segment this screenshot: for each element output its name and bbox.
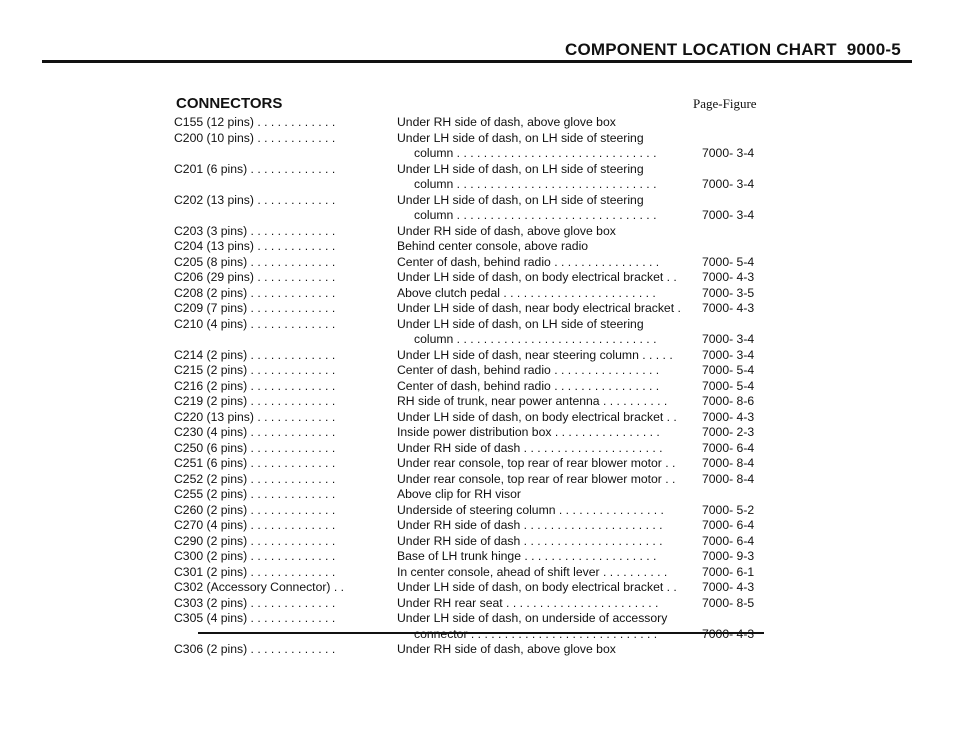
page-figure-ref: 7000- 5-2 — [702, 502, 755, 517]
list-item — [0, 565, 960, 581]
connector-location: Under LH side of dash, near steering column . . . . . — [397, 347, 673, 362]
connector-name: C214 (2 pins) . . . . . . . . . . . . . — [174, 347, 336, 362]
connector-location: Under RH side of dash, above glove box — [397, 223, 616, 238]
connector-name: C215 (2 pins) . . . . . . . . . . . . . — [174, 363, 336, 377]
list-item — [0, 115, 960, 131]
connector-location: Under RH side of dash . . . . . . . . . . . . . . . . . . . . . — [397, 440, 663, 455]
connector-name: C209 (7 pins) . . . . . . . . . . . . . — [174, 301, 336, 315]
connector-name: C202 (13 pins) . . . . . . . . . . . . — [174, 192, 336, 207]
connector-name: C252 (2 pins) . . . . . . . . . . . . . — [174, 471, 336, 486]
connector-location: column . . . . . . . . . . . . . . . . . . . . . . . . . . . . . . — [414, 177, 657, 191]
list-item — [0, 255, 960, 271]
list-item — [0, 534, 960, 550]
list-item — [0, 286, 960, 302]
list-item — [0, 193, 960, 209]
connector-location: RH side of trunk, near power antenna . . . . . . . . . . — [397, 394, 668, 408]
connector-name: C206 (29 pins) . . . . . . . . . . . . — [174, 270, 336, 284]
page-figure-ref: 7000- 4-3 — [702, 626, 755, 641]
list-item — [0, 549, 960, 565]
page-figure-ref: 7000- 6-4 — [702, 518, 755, 532]
page-number: 9000-5 — [846, 40, 901, 59]
connector-location: connector . . . . . . . . . . . . . . . . . . . . . . . . . . . . — [414, 626, 658, 641]
page-figure-ref: 7000- 8-4 — [702, 456, 755, 470]
connector-name: C250 (6 pins) . . . . . . . . . . . . . — [174, 440, 336, 455]
page-figure-ref: 7000- 6-4 — [702, 533, 755, 548]
connector-name: C220 (13 pins) . . . . . . . . . . . . — [174, 409, 336, 424]
page-header — [565, 40, 901, 60]
list-item — [0, 224, 960, 240]
connector-list — [0, 115, 960, 658]
list-item — [0, 580, 960, 596]
page-figure-ref: 7000- 4-3 — [702, 301, 755, 315]
list-item — [0, 642, 960, 658]
list-item — [0, 410, 960, 426]
connector-location: Above clutch pedal . . . . . . . . . . . . . . . . . . . . . . . — [397, 285, 656, 300]
connector-location: column . . . . . . . . . . . . . . . . . . . . . . . . . . . . . . — [414, 332, 657, 346]
connector-name: C216 (2 pins) . . . . . . . . . . . . . — [174, 378, 336, 393]
list-item — [0, 332, 960, 348]
connector-location: Under LH side of dash, on LH side of steering — [397, 130, 644, 145]
list-item — [0, 131, 960, 147]
page-figure-ref: 7000- 6-1 — [702, 564, 755, 579]
header-rule — [42, 60, 912, 63]
connector-name: C290 (2 pins) . . . . . . . . . . . . . — [174, 533, 336, 548]
page-figure-ref: 7000- 5-4 — [702, 363, 755, 377]
connector-name: C255 (2 pins) . . . . . . . . . . . . . — [174, 487, 336, 501]
connector-location: Above clip for RH visor — [397, 487, 521, 501]
page-figure-ref: 7000- 4-3 — [702, 270, 755, 284]
list-item — [0, 503, 960, 519]
chart-title: COMPONENT LOCATION CHART — [565, 40, 837, 59]
connector-name: C302 (Accessory Connector) . . — [174, 580, 345, 594]
connector-location: column . . . . . . . . . . . . . . . . . . . . . . . . . . . . . . — [414, 208, 657, 222]
connector-name: C306 (2 pins) . . . . . . . . . . . . . — [174, 642, 336, 656]
connector-name: C260 (2 pins) . . . . . . . . . . . . . — [174, 502, 336, 517]
connector-name: C205 (8 pins) . . . . . . . . . . . . . — [174, 254, 336, 269]
page-figure-ref: 7000- 3-4 — [702, 146, 755, 160]
page-figure-ref: 7000- 8-5 — [702, 595, 755, 610]
connector-location: Under LH side of dash, near body electrical bracket . — [397, 301, 681, 315]
connector-name: C208 (2 pins) . . . . . . . . . . . . . — [174, 285, 336, 300]
connector-location: Under RH side of dash . . . . . . . . . . . . . . . . . . . . . — [397, 518, 663, 532]
page-figure-ref: 7000- 5-4 — [702, 254, 755, 269]
page-figure-ref: 7000- 3-4 — [702, 347, 755, 362]
connector-location: Inside power distribution box . . . . . . . . . . . . . . . . — [397, 425, 660, 439]
list-item — [0, 472, 960, 488]
list-item — [0, 162, 960, 178]
connector-location: Under LH side of dash, on LH side of steering — [397, 161, 644, 176]
connector-name: C219 (2 pins) . . . . . . . . . . . . . — [174, 394, 336, 408]
connector-name: C210 (4 pins) . . . . . . . . . . . . . — [174, 316, 336, 331]
page-figure-ref: 7000- 6-4 — [702, 440, 755, 455]
list-item — [0, 596, 960, 612]
connector-location: Center of dash, behind radio . . . . . . . . . . . . . . . . — [397, 378, 660, 393]
connector-location: Under LH side of dash, on LH side of steering — [397, 316, 644, 331]
page-figure-ref: 7000- 8-4 — [702, 471, 755, 486]
connector-location: Center of dash, behind radio . . . . . . . . . . . . . . . . — [397, 363, 660, 377]
footer-rule — [198, 632, 764, 634]
connector-location: Under rear console, top rear of rear blower motor . . — [397, 456, 676, 470]
list-item — [0, 301, 960, 317]
connector-name: C203 (3 pins) . . . . . . . . . . . . . — [174, 223, 336, 238]
page-figure-ref: 7000- 5-4 — [702, 378, 755, 393]
page-figure-ref: 7000- 4-3 — [702, 409, 755, 424]
connector-name: C300 (2 pins) . . . . . . . . . . . . . — [174, 549, 336, 563]
connector-location: Under RH side of dash, above glove box — [397, 642, 616, 656]
connector-location: Under RH rear seat . . . . . . . . . . . . . . . . . . . . . . . — [397, 595, 659, 610]
list-item — [0, 270, 960, 286]
list-item — [0, 441, 960, 457]
list-item — [0, 611, 960, 627]
list-item — [0, 627, 960, 643]
list-item — [0, 208, 960, 224]
connector-location: Under RH side of dash . . . . . . . . . . . . . . . . . . . . . — [397, 533, 663, 548]
connector-location: Under LH side of dash, on underside of accessory — [397, 611, 668, 625]
page-figure-column-header: Page-Figure — [693, 96, 757, 111]
list-item — [0, 363, 960, 379]
list-item — [0, 456, 960, 472]
page-figure-ref: 7000- 2-3 — [702, 425, 755, 439]
connector-name: C301 (2 pins) . . . . . . . . . . . . . — [174, 564, 336, 579]
connector-location: Base of LH trunk hinge . . . . . . . . . . . . . . . . . . . . — [397, 549, 657, 563]
connector-location: column . . . . . . . . . . . . . . . . . . . . . . . . . . . . . . — [414, 146, 657, 160]
connector-name: C204 (13 pins) . . . . . . . . . . . . — [174, 239, 336, 253]
list-item — [0, 487, 960, 503]
page-figure-ref: 7000- 3-5 — [702, 285, 755, 300]
page-figure-ref: 7000- 3-4 — [702, 332, 755, 346]
connector-name: C251 (6 pins) . . . . . . . . . . . . . — [174, 456, 336, 470]
page-figure-ref: 7000- 3-4 — [702, 208, 755, 222]
connector-name: C201 (6 pins) . . . . . . . . . . . . . — [174, 161, 336, 176]
connector-location: Underside of steering column . . . . . . . . . . . . . . . . — [397, 502, 664, 517]
page-figure-ref: 7000- 9-3 — [702, 549, 755, 563]
connector-location: Behind center console, above radio — [397, 239, 589, 253]
page-figure-ref: 7000- 4-3 — [702, 580, 755, 594]
connector-location: Under LH side of dash, on body electrical bracket . . — [397, 580, 677, 594]
list-item — [0, 317, 960, 333]
connector-location: Under LH side of dash, on LH side of steering — [397, 192, 644, 207]
connector-location: Under rear console, top rear of rear blower motor . . — [397, 471, 676, 486]
connector-location: Center of dash, behind radio . . . . . . . . . . . . . . . . — [397, 254, 660, 269]
list-item — [0, 177, 960, 193]
section-title: CONNECTORS — [176, 95, 283, 112]
connector-name: C200 (10 pins) . . . . . . . . . . . . — [174, 130, 336, 145]
connector-name: C305 (4 pins) . . . . . . . . . . . . . — [174, 611, 336, 625]
list-item — [0, 379, 960, 395]
connector-location: Under LH side of dash, on body electrical bracket . . — [397, 270, 677, 284]
connector-name: C303 (2 pins) . . . . . . . . . . . . . — [174, 595, 336, 610]
page-figure-ref: 7000- 3-4 — [702, 177, 755, 191]
connector-location: Under LH side of dash, on body electrical bracket . . — [397, 409, 677, 424]
connector-name: C230 (4 pins) . . . . . . . . . . . . . — [174, 425, 336, 439]
list-item — [0, 425, 960, 441]
list-item — [0, 146, 960, 162]
connector-name: C270 (4 pins) . . . . . . . . . . . . . — [174, 518, 336, 532]
list-item — [0, 348, 960, 364]
connector-name: C155 (12 pins) . . . . . . . . . . . . — [174, 115, 336, 129]
connector-location: Under RH side of dash, above glove box — [397, 115, 616, 129]
list-item — [0, 239, 960, 255]
list-item — [0, 394, 960, 410]
page-figure-ref: 7000- 8-6 — [702, 394, 755, 408]
connector-location: In center console, ahead of shift lever . . . . . . . . . . — [397, 564, 668, 579]
list-item — [0, 518, 960, 534]
